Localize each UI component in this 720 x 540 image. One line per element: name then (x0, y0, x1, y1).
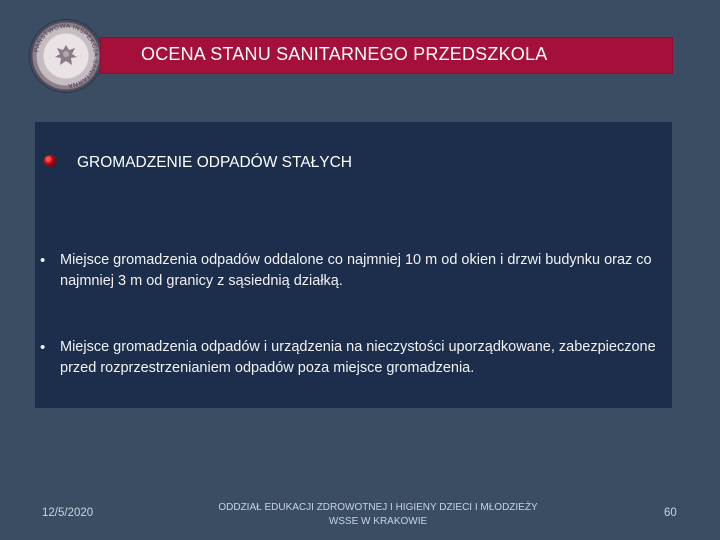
bullet-icon: • (40, 252, 46, 269)
eagle-emblem-icon (52, 42, 80, 70)
sanitary-inspection-logo (30, 20, 102, 92)
footer-organization (213, 501, 543, 529)
section-heading: GROMADZENIE ODPADÓW STAŁYCH (77, 154, 353, 171)
svg-text:PAŃSTWOWA INSPEKCJA SANITARNA: PAŃSTWOWA INSPEKCJA SANITARNA (33, 22, 100, 89)
slide-title: OCENA STANU SANITARNEGO PRZEDSZKOLA (141, 44, 548, 64)
list-item-text: Miejsce gromadzenia odpadów i urządzenia na nieczystości uporządkowane, zabezpieczone przed rozprzestrzenianiem odpadów poza miejsce gromadzenia. (60, 339, 656, 376)
footer-date: 12/5/2020 (42, 507, 94, 519)
footer-line-2: WSSE W KRAKOWIE (328, 516, 428, 527)
list-item-text: Miejsce gromadzenia odpadów oddalone co najmniej 10 m od okien i drzwi budynku oraz co najmniej 3 m od granicy z sąsiednią działką. (60, 252, 652, 289)
footer-line-1: ODDZIAŁ EDUKACJI ZDROWOTNEJ I HIGIENY DZIECI I MŁODZIEŻY (218, 502, 538, 513)
page-number: 60 (664, 507, 677, 519)
red-bullet-icon (44, 155, 56, 167)
bullet-icon: • (40, 339, 46, 356)
title-bar (100, 37, 673, 74)
